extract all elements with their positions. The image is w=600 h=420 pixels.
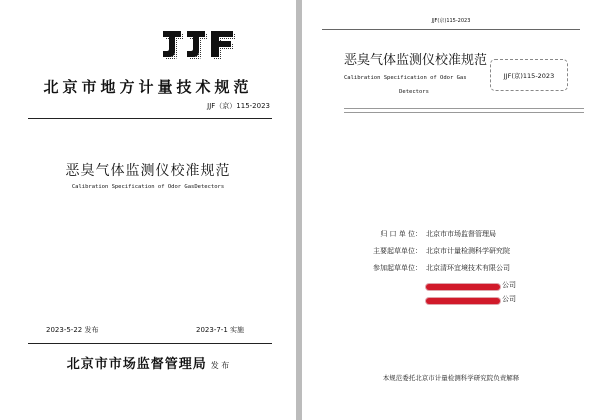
- inner-title-english-line1: Calibration Specification of Odor Gas: [344, 75, 467, 81]
- inner-title-english-line2: Detectors: [399, 89, 429, 95]
- publishing-authority: [0, 353, 296, 372]
- info-row-centralized-unit: [302, 229, 600, 243]
- title-english: Calibration Specification of Odor GasDetectors: [71, 184, 225, 190]
- bottom-divider: [28, 343, 272, 344]
- authority-name: 北京市市场监督管理局: [66, 357, 207, 372]
- info-key: 归 口 单 位：: [380, 230, 422, 238]
- box-number: JJF(京)115-2023: [503, 71, 555, 80]
- info-key: 参加起草单位：: [373, 264, 422, 272]
- info-value: 北京市计量检测科学研究院: [426, 247, 510, 255]
- implement-date: 2023-7-1 实施: [196, 326, 244, 334]
- double-rule-bottom: [344, 112, 584, 113]
- cover-page: [0, 0, 296, 420]
- header-rule: [322, 29, 580, 30]
- inner-title-chinese: 恶臭气体监测仪校准规范: [344, 53, 488, 68]
- category-title: 北京市地方计量技术规范: [43, 78, 253, 96]
- header-number: JJF(京)115-2023: [431, 18, 471, 24]
- redaction-mark: [426, 298, 500, 304]
- info-row-main-drafter: [302, 246, 600, 260]
- redacted-row-2: [302, 294, 600, 308]
- info-row-participating-drafter: [302, 263, 600, 277]
- inner-title-english: [344, 71, 484, 99]
- redaction-mark: [426, 284, 500, 290]
- redacted-suffix: 公司: [502, 281, 516, 289]
- info-value: 北京市市场监督管理局: [426, 230, 496, 238]
- double-rule-top: [344, 108, 584, 109]
- title-chinese: 恶臭气体监测仪校准规范: [65, 163, 231, 179]
- info-key: 主要起草单位：: [373, 247, 422, 255]
- interpretation-note: 本规范委托北京市计量检测科学研究院负责解释: [382, 374, 520, 382]
- issue-date: 2023-5-22 发布: [46, 326, 99, 334]
- inner-page: [302, 0, 600, 420]
- publish-word: 发 布: [210, 361, 230, 370]
- info-value: 北京清环宜境技术有限公司: [426, 264, 510, 272]
- jjf-logo-graphic: [160, 28, 240, 64]
- standard-number-box: [490, 59, 568, 91]
- top-divider: [28, 118, 272, 119]
- jjf-logo: [160, 28, 240, 64]
- standard-number: JJF（京）115-2023: [207, 102, 270, 110]
- redacted-row-1: [302, 280, 600, 294]
- redacted-suffix: 公司: [502, 295, 516, 303]
